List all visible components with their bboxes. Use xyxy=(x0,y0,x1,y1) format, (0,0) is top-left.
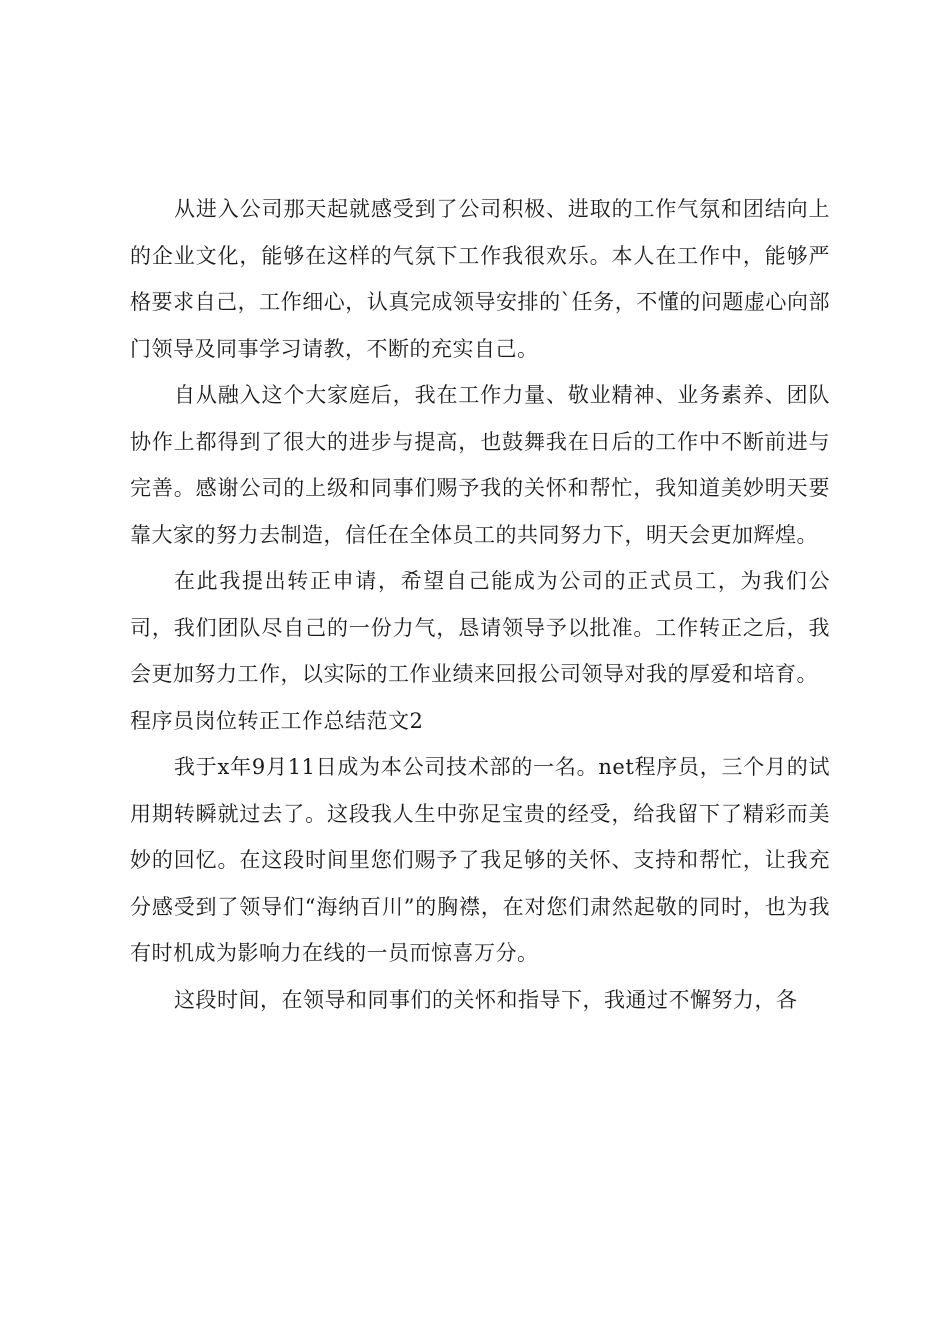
section-heading: 程序员岗位转正工作总结范文2 xyxy=(130,708,424,733)
paragraph-5: 这段时间，在领导和同事们的关怀和指导下，我通过不懈努力，各 xyxy=(174,987,798,1012)
document-body xyxy=(130,186,830,1023)
paragraph-3: 在此我提出转正申请，希望自己能成为公司的正式员工，为我们公司，我们团队尽自己的一份力气，恳请领导予以批准。工作转正之后，我会更加努力工作，以实际的工作业绩来回报公司领导对我的厚爱和培育。 xyxy=(130,569,830,686)
paragraph-4: 我于x年9月11日成为本公司技术部的一名。net程序员，三个月的试用期转瞬就过去了。这段我人生中弥足宝贵的经受，给我留下了精彩而美妙的回忆。在这段时间里您们赐予了我足够的关怀、支持和帮忙，让我充分感受到了领导们“海纳百川”的胸襟，在对您们肃然起敬的同时，也为我有时机成为影响力在线的一员而惊喜万分。 xyxy=(130,755,830,965)
paragraph-2: 自从融入这个大家庭后，我在工作力量、敬业精神、业务素养、团队协作上都得到了很大的进步与提高，也鼓舞我在日后的工作中不断前进与完善。感谢公司的上级和同事们赐予我的关怀和帮忙，我知道美妙明天要靠大家的努力去制造，信任在全体员工的共同努力下，明天会更加辉煌。 xyxy=(130,383,830,547)
paragraph-1: 从进入公司那天起就感受到了公司积极、进取的工作气氛和团结向上的企业文化，能够在这样的气氛下工作我很欢乐。本人在工作中，能够严格要求自己，工作细心，认真完成领导安排的`任务，不懂的问题虚心向部门领导及同事学习请教，不断的充实自己。 xyxy=(130,197,830,361)
